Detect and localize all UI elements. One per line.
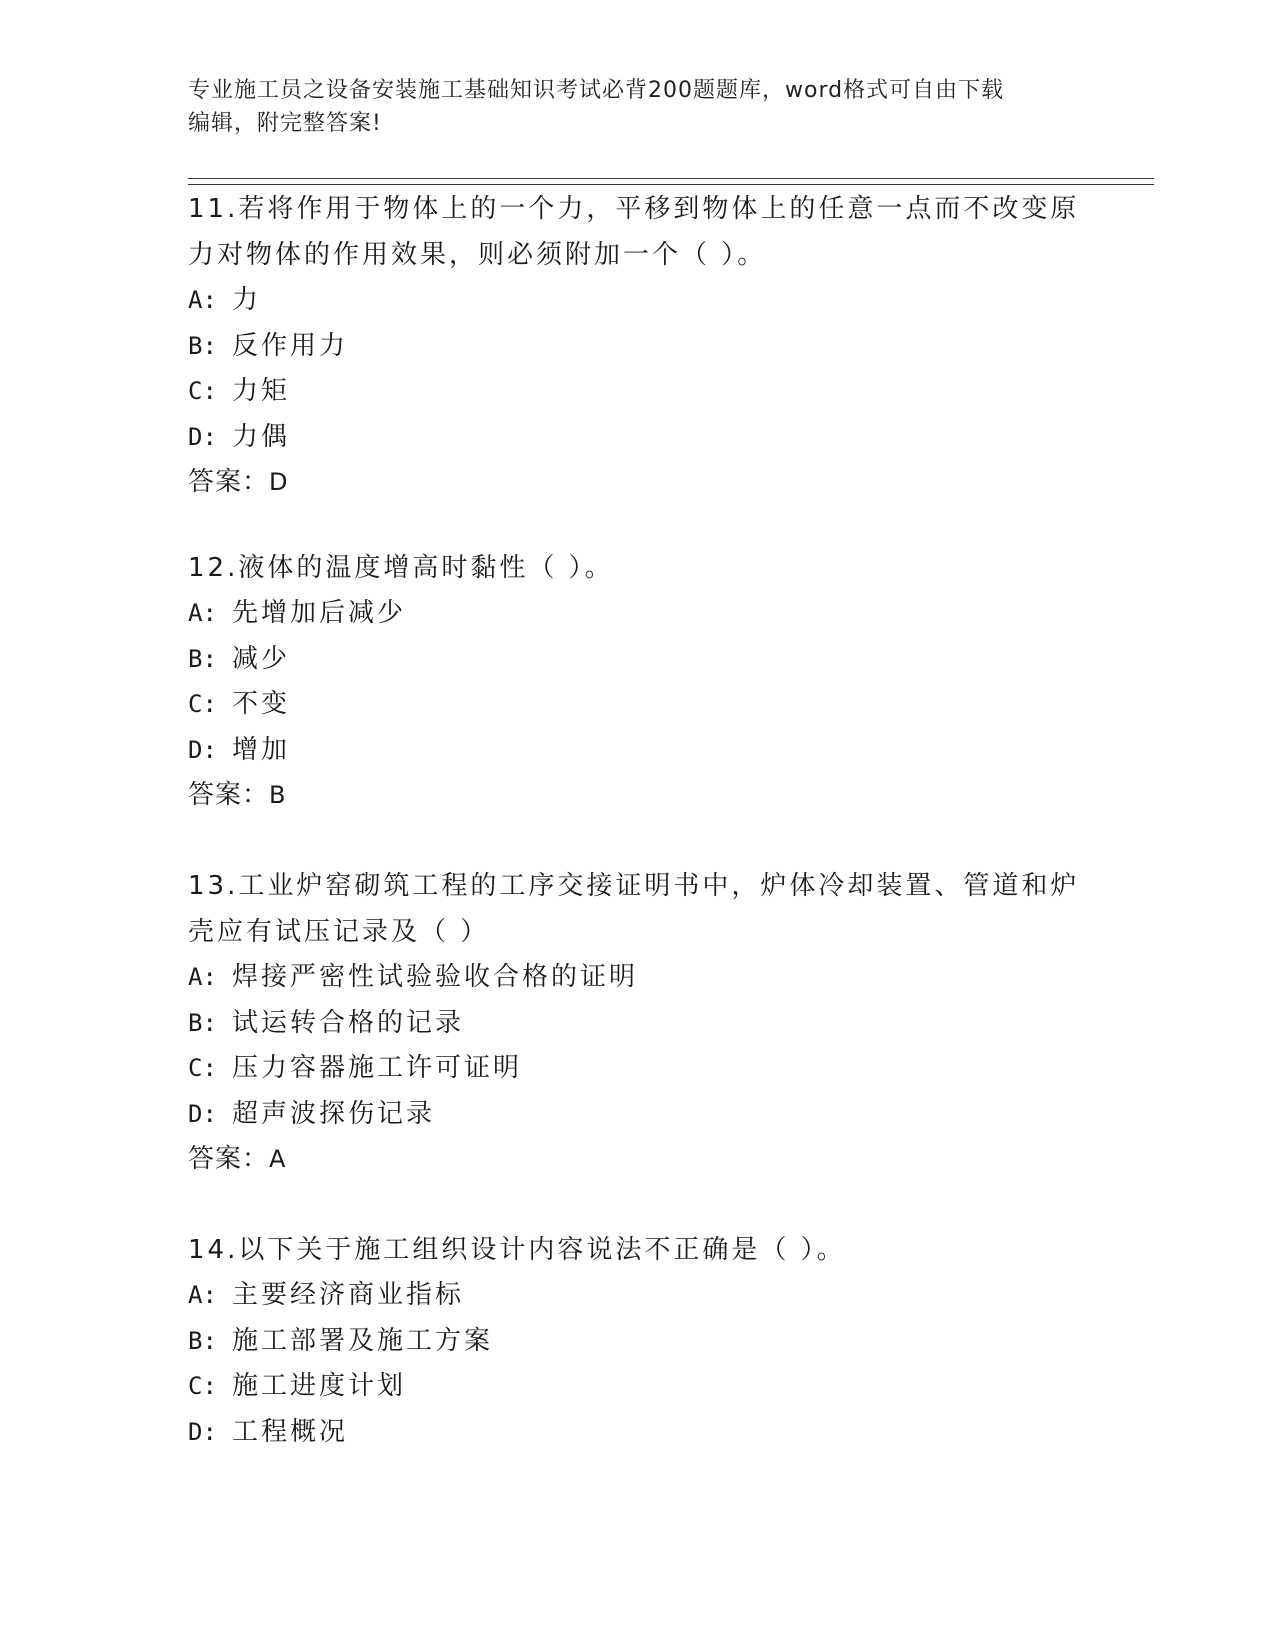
question-stem-line: 13.工业炉窑砌筑工程的工序交接证明书中，炉体冷却装置、管道和炉 [188, 871, 1080, 901]
option-text: 力 [232, 285, 262, 315]
header-line-2: 编辑，附完整答案! [188, 111, 382, 136]
option-a [188, 278, 1088, 324]
option-key: D: [188, 1417, 217, 1446]
answer-label: 答案： [188, 780, 270, 810]
option-d [188, 1410, 1088, 1456]
header-line-1: 专业施工员之设备安装施工基础知识考试必背200题题库，word格式可自由下载 [188, 78, 1005, 103]
option-text: 施工进度计划 [232, 1371, 407, 1401]
option-b [188, 1001, 1088, 1047]
option-key: A: [188, 963, 217, 991]
option-c [188, 1046, 1088, 1092]
option-b [188, 324, 1088, 370]
option-a [188, 955, 1088, 1001]
option-c [188, 1364, 1088, 1410]
question-11 [188, 186, 1088, 504]
option-key: D: [188, 735, 217, 764]
option-b [188, 637, 1088, 683]
answer-value: D [269, 468, 289, 496]
answer-label: 答案： [188, 467, 270, 497]
option-text: 施工部署及施工方案 [232, 1325, 494, 1356]
answer-line [188, 1137, 1088, 1181]
option-key: B: [188, 1326, 217, 1355]
question-stem-line: 12.液体的温度增高时黏性（ ）。 [188, 553, 614, 583]
option-text: 焊接严密性试验验收合格的证明 [232, 962, 639, 992]
answer-label: 答案： [188, 1144, 270, 1174]
option-text: 减少 [232, 643, 291, 674]
option-text: 力偶 [232, 421, 291, 452]
option-key: C: [188, 1054, 217, 1082]
question-14 [188, 1227, 1088, 1455]
option-key: C: [188, 690, 217, 718]
question-stem-line: 壳应有试压记录及（ ） [188, 917, 490, 947]
option-text: 试运转合格的记录 [232, 1007, 465, 1038]
option-text: 超声波探伤记录 [232, 1098, 436, 1129]
option-key: B: [188, 331, 217, 360]
option-d [188, 1092, 1088, 1138]
option-a [188, 1273, 1088, 1319]
option-d [188, 728, 1088, 774]
question-stem-line: 14.以下关于施工组织设计内容说法不正确是（ ）。 [188, 1235, 846, 1265]
option-d [188, 415, 1088, 461]
answer-value: A [269, 1145, 287, 1173]
question-12 [188, 545, 1088, 817]
option-text: 主要经济商业指标 [232, 1280, 465, 1310]
option-key: B: [188, 644, 217, 673]
option-key: A: [188, 286, 217, 314]
question-stem-line: 力对物体的作用效果，则必须附加一个（ ）。 [188, 240, 767, 270]
question-stem-line: 11.若将作用于物体上的一个力，平移到物体上的任意一点而不改变原 [188, 194, 1080, 224]
option-text: 力矩 [232, 376, 291, 406]
header-divider-top [188, 178, 1154, 179]
document-header [188, 74, 1068, 140]
option-text: 先增加后减少 [232, 598, 407, 628]
option-key: C: [188, 377, 217, 405]
option-c [188, 369, 1088, 415]
question-13 [188, 863, 1088, 1181]
option-a [188, 591, 1088, 637]
answer-line [188, 460, 1088, 504]
option-key: A: [188, 599, 217, 627]
option-text: 反作用力 [232, 330, 349, 361]
header-divider-bottom [188, 184, 1154, 185]
answer-value: B [269, 781, 287, 809]
option-text: 不变 [232, 689, 291, 719]
option-c [188, 682, 1088, 728]
option-key: D: [188, 422, 217, 451]
option-key: B: [188, 1008, 217, 1037]
option-text: 压力容器施工许可证明 [232, 1053, 523, 1083]
option-key: A: [188, 1281, 217, 1309]
option-text: 工程概况 [232, 1416, 349, 1447]
answer-line [188, 773, 1088, 817]
option-text: 增加 [232, 734, 291, 765]
option-key: C: [188, 1372, 217, 1400]
option-key: D: [188, 1099, 217, 1128]
option-b [188, 1319, 1088, 1365]
